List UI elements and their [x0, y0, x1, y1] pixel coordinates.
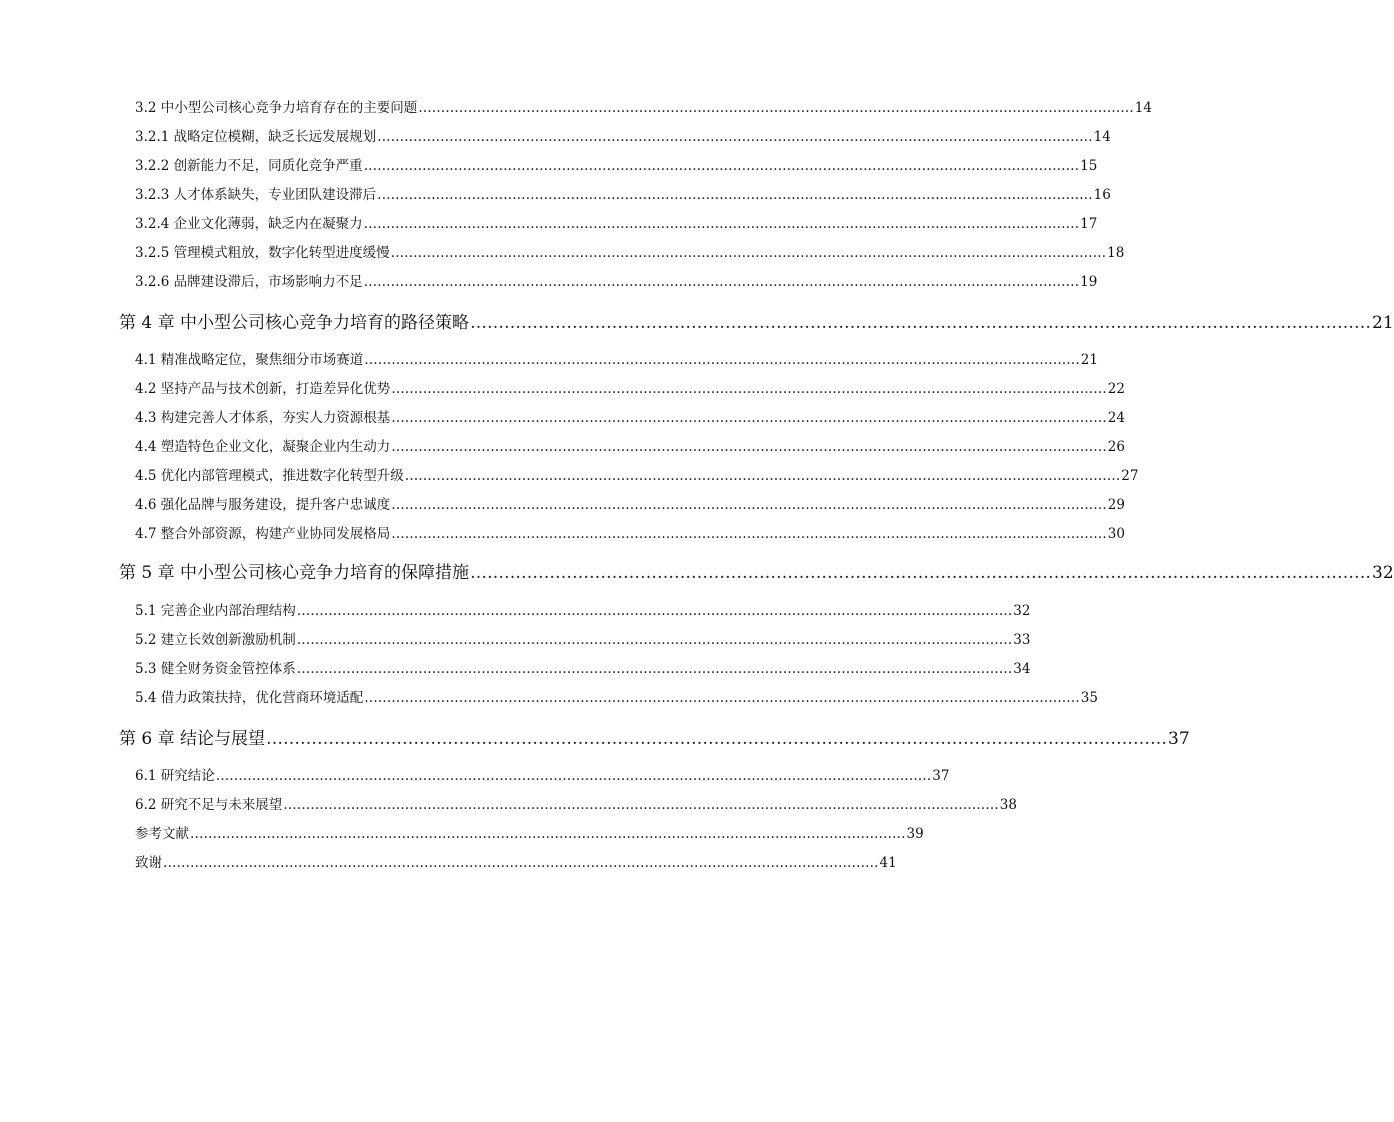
toc-entry-3-2-4[interactable] [135, 212, 1098, 232]
toc-entry-3-2-2[interactable] [135, 154, 1098, 174]
toc-leader-dots: …………………………………………………………………………………………………………………………………………… [163, 855, 879, 871]
toc-leader-dots: …………………………………………………………………………………………………………………………………………… [377, 187, 1093, 203]
toc-leader-dots: …………………………………………………………………………………………………………………………………………… [391, 439, 1107, 455]
toc-page-number: 21 [1372, 313, 1394, 333]
toc-leader-dots: …………………………………………………………………………………………………………………………………………… [215, 768, 932, 784]
toc-entry-3-2-1[interactable] [135, 125, 1111, 145]
toc-entry-label: 3.2.4 企业文化薄弱，缺乏内在凝聚力 [135, 216, 363, 232]
toc-entry-acknowledgements[interactable] [135, 851, 897, 871]
toc-entry-label: 3.2.1 战略定位模糊，缺乏长远发展规划 [135, 129, 377, 145]
toc-entry-label: 4.5 优化内部管理模式，推进数字化转型升级 [135, 468, 404, 484]
toc-leader-dots: …………………………………………………………………………………………………………………………………………… [190, 826, 906, 842]
toc-entry-3-2[interactable] [135, 96, 1152, 116]
toc-entry-label: 3.2 中小型公司核心竞争力培育存在的主要问题 [135, 100, 418, 116]
toc-page-number: 38 [999, 797, 1017, 813]
toc-entry-5-3[interactable] [135, 657, 1031, 677]
toc-page-number: 24 [1107, 410, 1125, 426]
toc-page-number: 14 [1093, 129, 1111, 145]
toc-leader-dots: …………………………………………………………………………………………………………………………………………… [296, 603, 1013, 619]
toc-page-number: 27 [1121, 468, 1139, 484]
toc-chapter-5[interactable] [119, 558, 1394, 583]
toc-leader-dots: …………………………………………………………………………………………………………………………………………… [377, 129, 1093, 145]
toc-entry-4-1[interactable] [135, 348, 1098, 368]
toc-page-number: 35 [1080, 690, 1098, 706]
toc-page-number: 34 [1013, 661, 1031, 677]
toc-page-number: 26 [1107, 439, 1125, 455]
toc-leader-dots: …………………………………………………………………………………………………………………………………………… [391, 410, 1107, 426]
toc-leader-dots: …………………………………………………………………………………………………………………………………………… [363, 158, 1080, 174]
toc-entry-label: 3.2.2 创新能力不足，同质化竞争严重 [135, 158, 363, 174]
toc-chapter-6[interactable] [119, 724, 1190, 749]
toc-page-number: 29 [1107, 497, 1125, 513]
toc-entry-label: 5.4 借力政策扶持，优化营商环境适配 [135, 690, 364, 706]
toc-page-number: 14 [1134, 100, 1152, 116]
toc-entry-6-2[interactable] [135, 793, 1017, 813]
toc-entry-references[interactable] [135, 822, 924, 842]
toc-entry-4-7[interactable] [135, 522, 1125, 542]
toc-page-number: 37 [1168, 729, 1190, 749]
toc-entry-label: 4.4 塑造特色企业文化，凝聚企业内生动力 [135, 439, 391, 455]
toc-leader-dots: …………………………………………………………………………………………………………………………………………… [391, 381, 1107, 397]
toc-entry-5-1[interactable] [135, 599, 1031, 619]
toc-page-number: 30 [1107, 526, 1125, 542]
toc-leader-dots: …………………………………………………………………………………………………………………………………………… [364, 352, 1080, 368]
toc-entry-6-1[interactable] [135, 764, 950, 784]
toc-entry-label: 6.2 研究不足与未来展望 [135, 797, 283, 813]
toc-entry-label: 3.2.5 管理模式粗放，数字化转型进度缓慢 [135, 245, 390, 261]
toc-chapter-4[interactable] [119, 308, 1394, 333]
toc-leader-dots: …………………………………………………………………………………………………………………………………………… [363, 216, 1080, 232]
toc-leader-dots: …………………………………………………………………………………………………………………………………………… [391, 497, 1107, 513]
toc-entry-4-3[interactable] [135, 406, 1125, 426]
toc-entry-label: 5.2 建立长效创新激励机制 [135, 632, 296, 648]
toc-entry-label: 致谢 [135, 855, 162, 871]
toc-page-number: 39 [906, 826, 924, 842]
toc-entry-4-2[interactable] [135, 377, 1125, 397]
toc-entry-5-4[interactable] [135, 686, 1098, 706]
toc-entry-label: 参考文献 [135, 826, 189, 842]
toc-page-number: 18 [1107, 245, 1125, 261]
toc-leader-dots: …………………………………………………………………………………………………………………………………………… [404, 468, 1121, 484]
toc-entry-label: 3.2.6 品牌建设滞后，市场影响力不足 [135, 274, 363, 290]
toc-page-number: 41 [879, 855, 897, 871]
toc-page-number: 16 [1093, 187, 1111, 203]
toc-entry-label: 4.7 整合外部资源，构建产业协同发展格局 [135, 526, 391, 542]
toc-entry-3-2-3[interactable] [135, 183, 1111, 203]
toc-entry-4-6[interactable] [135, 493, 1125, 513]
toc-page-number: 19 [1080, 274, 1098, 290]
toc-page-number: 15 [1080, 158, 1098, 174]
toc-leader-dots: …………………………………………………………………………………………………………………………………………… [266, 729, 1168, 749]
toc-leader-dots: …………………………………………………………………………………………………………………………………………… [470, 313, 1372, 333]
toc-entry-label: 3.2.3 人才体系缺失，专业团队建设滞后 [135, 187, 377, 203]
toc-leader-dots: …………………………………………………………………………………………………………………………………………… [364, 690, 1080, 706]
toc-entry-5-2[interactable] [135, 628, 1031, 648]
toc-entry-4-4[interactable] [135, 435, 1125, 455]
toc-chapter-label: 第 5 章 中小型公司核心竞争力培育的保障措施 [119, 563, 470, 583]
toc-entry-label: 5.3 健全财务资金管控体系 [135, 661, 296, 677]
toc-entry-label: 4.2 坚持产品与技术创新，打造差异化优势 [135, 381, 391, 397]
toc-leader-dots: …………………………………………………………………………………………………………………………………………… [296, 661, 1013, 677]
toc-entry-label: 4.3 构建完善人才体系，夯实人力资源根基 [135, 410, 391, 426]
toc-leader-dots: …………………………………………………………………………………………………………………………………………… [391, 526, 1107, 542]
toc-chapter-label: 第 4 章 中小型公司核心竞争力培育的路径策略 [119, 313, 470, 333]
toc-page-number: 32 [1372, 563, 1394, 583]
toc-entry-4-5[interactable] [135, 464, 1139, 484]
toc-leader-dots: …………………………………………………………………………………………………………………………………………… [363, 274, 1080, 290]
toc-entry-3-2-5[interactable] [135, 241, 1125, 261]
toc-page-number: 17 [1080, 216, 1098, 232]
toc-page-number: 22 [1107, 381, 1125, 397]
toc-leader-dots: …………………………………………………………………………………………………………………………………………… [283, 797, 999, 813]
toc-entry-3-2-6[interactable] [135, 270, 1098, 290]
toc-leader-dots: …………………………………………………………………………………………………………………………………………… [296, 632, 1013, 648]
toc-leader-dots: …………………………………………………………………………………………………………………………………………… [390, 245, 1107, 261]
toc-page-number: 37 [932, 768, 950, 784]
toc-page-number: 32 [1013, 603, 1031, 619]
toc-leader-dots: …………………………………………………………………………………………………………………………………………… [418, 100, 1134, 116]
toc-entry-label: 5.1 完善企业内部治理结构 [135, 603, 296, 619]
toc-page-number: 21 [1080, 352, 1098, 368]
toc-entry-label: 4.1 精准战略定位，聚焦细分市场赛道 [135, 352, 364, 368]
toc-entry-label: 6.1 研究结论 [135, 768, 215, 784]
toc-leader-dots: …………………………………………………………………………………………………………………………………………… [470, 563, 1372, 583]
toc-chapter-label: 第 6 章 结论与展望 [119, 729, 266, 749]
toc-page-number: 33 [1013, 632, 1031, 648]
toc-entry-label: 4.6 强化品牌与服务建设，提升客户忠诚度 [135, 497, 391, 513]
